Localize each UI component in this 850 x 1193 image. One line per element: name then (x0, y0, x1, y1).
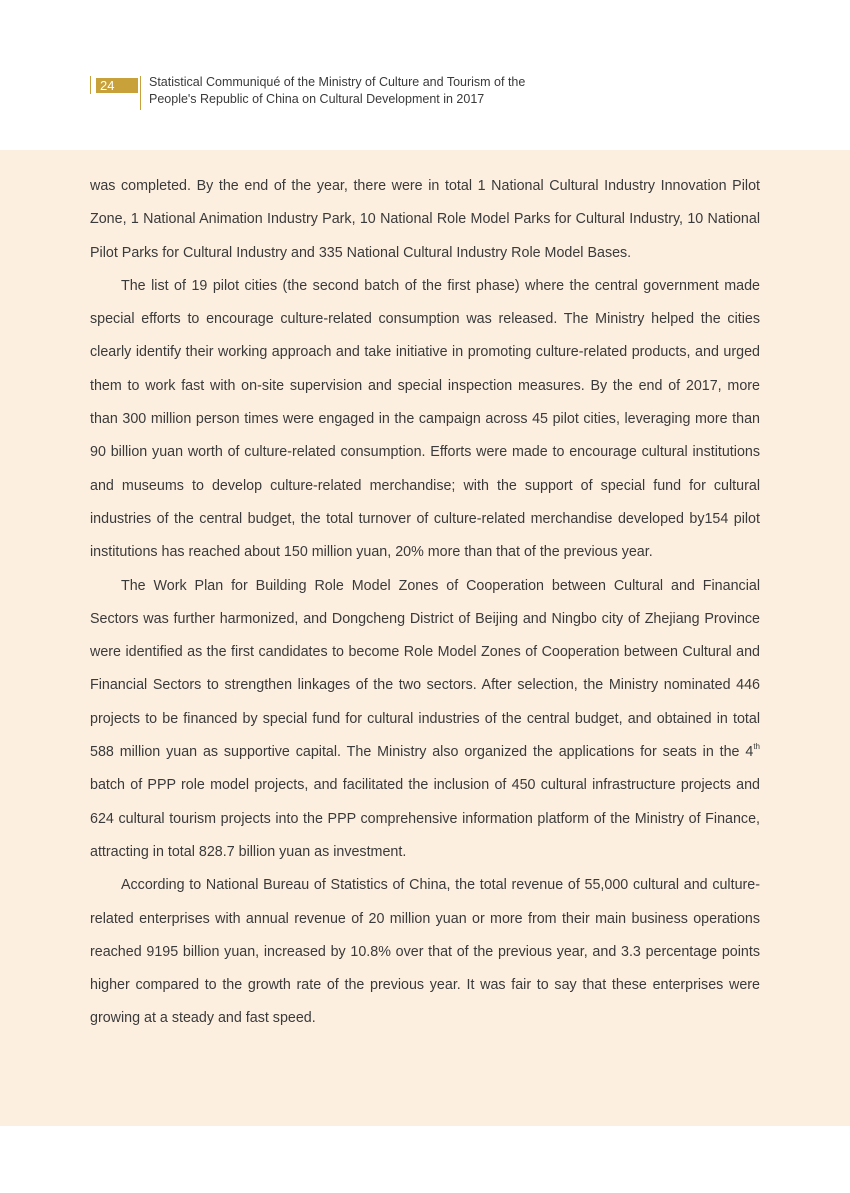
running-title-line-2: People's Republic of China on Cultural Development in 2017 (149, 92, 485, 106)
running-title-line-1: Statistical Communiqué of the Ministry of Culture and Tourism of the (149, 75, 526, 89)
paragraph-3-part-1: The Work Plan for Building Role Model Zones of Cooperation between Cultural and Financial Sectors was further harmonized, and Dongcheng District of Beijing and Ningbo city of Zhejiang Province were identified as the first candidates to become Role Model Zones of Cooperation between Cultural and Financial Sectors to strengthen linkages of the two sectors. After selection, the Ministry nominated 446 projects to be financed by special fund for cultural industries of the central budget, and obtained in total 588 million yuan as supportive capital. The Ministry also organized the applications for seats in the 4 (90, 577, 760, 761)
header-divider-left (90, 76, 91, 94)
paragraph-3-part-2: batch of PPP role model projects, and facilitated the inclusion of 450 cultural infrastructure projects and 624 cultural tourism projects into the PPP comprehensive information platform of the Ministry of Finance, attracting in total 828.7 billion yuan as investment. (90, 777, 760, 860)
body-text (90, 170, 760, 1036)
page-header (90, 74, 790, 114)
header-divider-right (140, 76, 141, 110)
paragraph-4: According to National Bureau of Statistics of China, the total revenue of 55,000 cultural and culture-related enterprises with annual revenue of 20 million yuan or more from their main business operations reached 9195 billion yuan, increased by 10.8% over that of the previous year, and 3.3 percentage points higher compared to the growth rate of the previous year. It was fair to say that these enterprises were growing at a steady and fast speed. (90, 877, 760, 1027)
ordinal-superscript: th (753, 742, 760, 752)
page-number: 24 (96, 78, 138, 93)
paragraph-2: The list of 19 pilot cities (the second batch of the first phase) where the central government made special efforts to encourage culture-related consumption was released. The Ministry helped the cities clearly identify their working approach and take initiative in promoting culture-related products, and urged them to work fast with on-site supervision and special inspection measures. By the end of 2017, more than 300 million person times were engaged in the campaign across 45 pilot cities, leveraging more than 90 billion yuan worth of culture-related consumption. Efforts were made to encourage cultural institutions and museums to develop culture-related merchandise; with the support of special fund for cultural industries of the central budget, the total turnover of culture-related merchandise developed by154 pilot institutions has reached about 150 million yuan, 20% more than that of the previous year. (90, 277, 760, 561)
paragraph-3 (90, 570, 760, 870)
paragraph-1: was completed. By the end of the year, there were in total 1 National Cultural Industry Innovation Pilot Zone, 1 National Animation Industry Park, 10 National Role Model Parks for Cultural Industry, 10 National Pilot Parks for Cultural Industry and 335 National Cultural Industry Role Model Bases. (90, 178, 760, 261)
running-title (149, 74, 525, 108)
